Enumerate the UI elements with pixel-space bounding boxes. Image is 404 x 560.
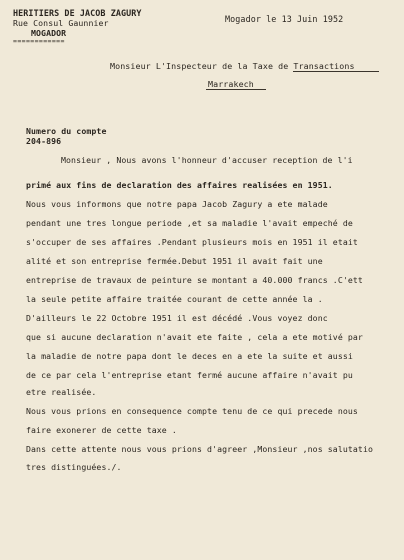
body-line: primé aux fins de declaration des affaires realisées en 1951. xyxy=(26,180,333,190)
body-line: D'ailleurs le 22 Octobre 1951 il est décédé .Vous voyez donc xyxy=(26,313,328,323)
body-line: la maladie de notre papa dont le deces en a ete la suite et aussi xyxy=(26,351,353,361)
recipient-city: Marrakech xyxy=(208,79,254,89)
company-street: Rue Consul Gaunnier xyxy=(13,18,109,28)
city-underline xyxy=(206,89,266,90)
company-name: HERITIERS DE JACOB ZAGURY xyxy=(13,8,142,18)
body-line: la seule petite affaire traitée courant de cette année la . xyxy=(26,294,323,304)
body-line: Dans cette attente nous vous prions d'agreer ,Monsieur ,nos salutatio xyxy=(26,444,374,454)
body-line: de ce par cela l'entreprise etant fermé aucune affaire n'avait pu xyxy=(26,370,353,380)
body-line: que si aucune declaration n'avait ete faite , cela a ete motivé par xyxy=(26,332,363,342)
account-number: 204-896 xyxy=(26,136,62,146)
body-line: faire exonerer de cette taxe . xyxy=(26,425,177,435)
body-line: entreprise de travaux de peinture se montant a 40.000 francs .C'ett xyxy=(26,275,363,285)
body-line: Nous vous informons que notre papa Jacob Zagury a ete malade xyxy=(26,199,328,209)
body-line: s'occuper de ses affaires .Pendant plusieurs mois en 1951 il etait xyxy=(26,237,358,247)
body-line: Monsieur , Nous avons l'honneur d'accuser reception de l'i xyxy=(61,155,353,165)
recipient-title: Monsieur L'Inspecteur de la Taxe de Transactions xyxy=(110,61,355,71)
body-line: Nous vous prions en consequence compte tenu de ce qui precede nous xyxy=(26,406,358,416)
recipient-underline xyxy=(293,71,379,72)
date-line: Mogador le 13 Juin 1952 xyxy=(225,14,344,24)
body-line: alité et son entreprise fermée.Debut 1951 il avait fait une xyxy=(26,256,323,266)
company-city: MOGADOR xyxy=(31,28,67,38)
account-label: Numero du compte xyxy=(26,126,107,136)
letterhead-divider: ============ xyxy=(13,37,65,45)
body-line: etre realisée. xyxy=(26,387,97,397)
body-line: pendant une tres longue periode ,et sa maladie l'avait empeché de xyxy=(26,218,353,228)
body-line: tres distinguées./. xyxy=(26,462,122,472)
